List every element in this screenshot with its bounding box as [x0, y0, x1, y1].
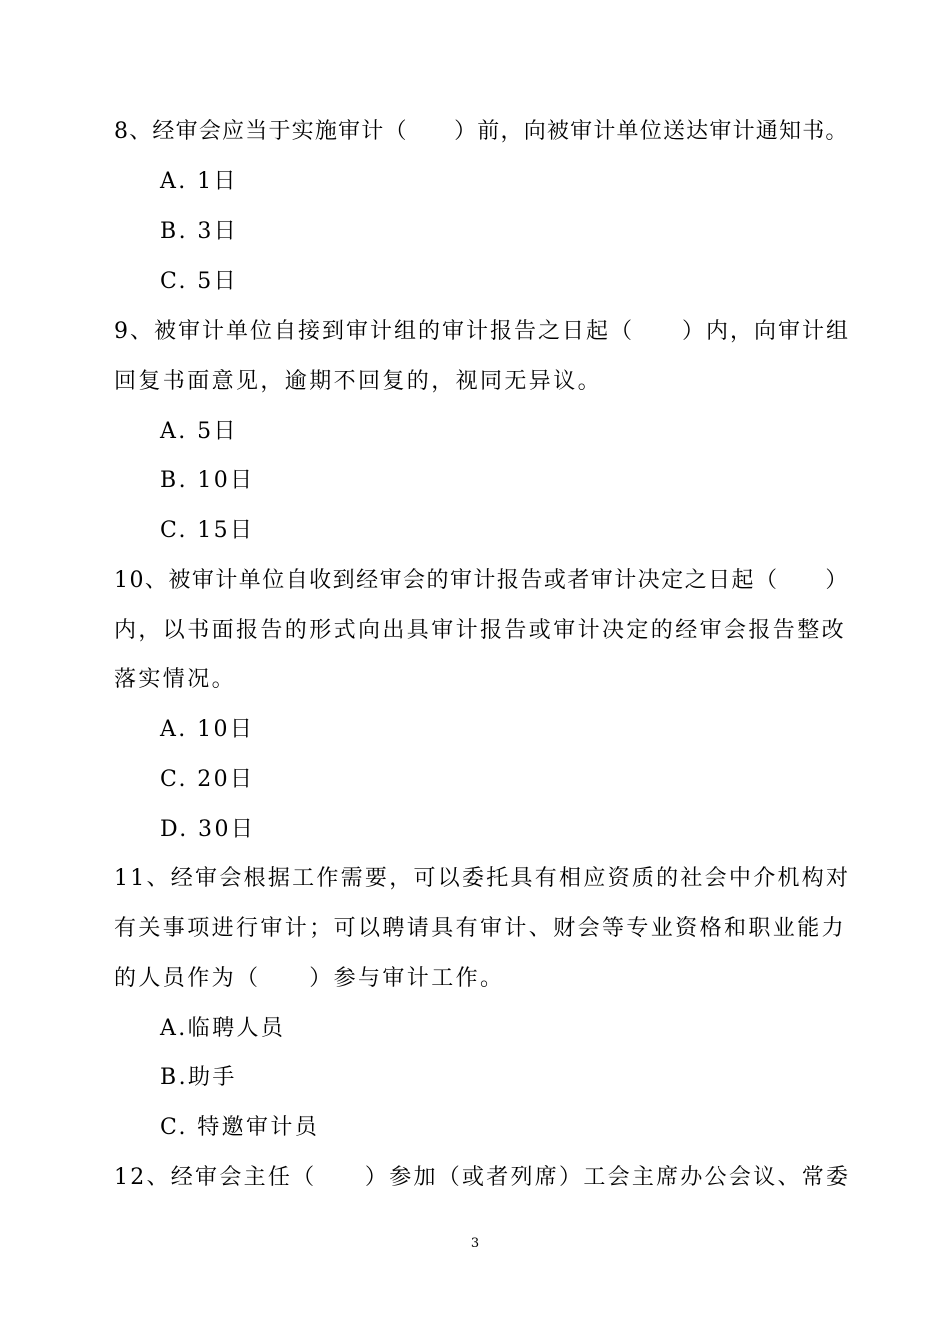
question-12-line-1: 12、经审会主任（ ）参加（或者列席）工会主席办公会议、常委 — [114, 1165, 851, 1190]
question-10-line-3: 落实情况。 — [114, 667, 237, 692]
question-10-option-a: A. 10日 — [160, 717, 255, 742]
question-9-line-1: 9、被审计单位自接到审计组的审计报告之日起（ ）内，向审计组 — [114, 319, 850, 344]
question-11-option-b: B.助手 — [160, 1065, 237, 1090]
page-number: 3 — [470, 1236, 480, 1251]
question-9-option-b: B. 10日 — [160, 468, 255, 493]
question-8-option-c: C. 5日 — [160, 269, 239, 294]
question-11-line-3: 的人员作为（ ）参与审计工作。 — [114, 966, 505, 991]
question-10-option-d: D. 30日 — [160, 817, 256, 842]
question-10-option-c: C. 20日 — [160, 767, 255, 792]
question-9-line-2: 回复书面意见，逾期不回复的，视同无异议。 — [114, 369, 603, 394]
question-8-option-a: A. 1日 — [160, 169, 238, 194]
question-11-line-1: 11、经审会根据工作需要，可以委托具有相应资质的社会中介机构对 — [114, 866, 851, 891]
question-10-line-2: 内，以书面报告的形式向出具审计报告或审计决定的经审会报告整改 — [114, 618, 847, 643]
question-8-line-1: 8、经审会应当于实施审计（ ）前，向被审计单位送达审计通知书。 — [114, 119, 849, 144]
question-9-option-a: A. 5日 — [160, 419, 238, 444]
question-8-option-b: B. 3日 — [160, 219, 239, 244]
question-10-line-1: 10、被审计单位自收到经审会的审计报告或者审计决定之日起（ ） — [114, 568, 849, 593]
question-11-option-a: A.临聘人员 — [160, 1016, 286, 1041]
question-11-line-2: 有关事项进行审计；可以聘请具有审计、财会等专业资格和职业能力 — [114, 916, 847, 941]
question-11-option-c: C. 特邀审计员 — [160, 1115, 320, 1140]
question-9-option-c: C. 15日 — [160, 518, 255, 543]
